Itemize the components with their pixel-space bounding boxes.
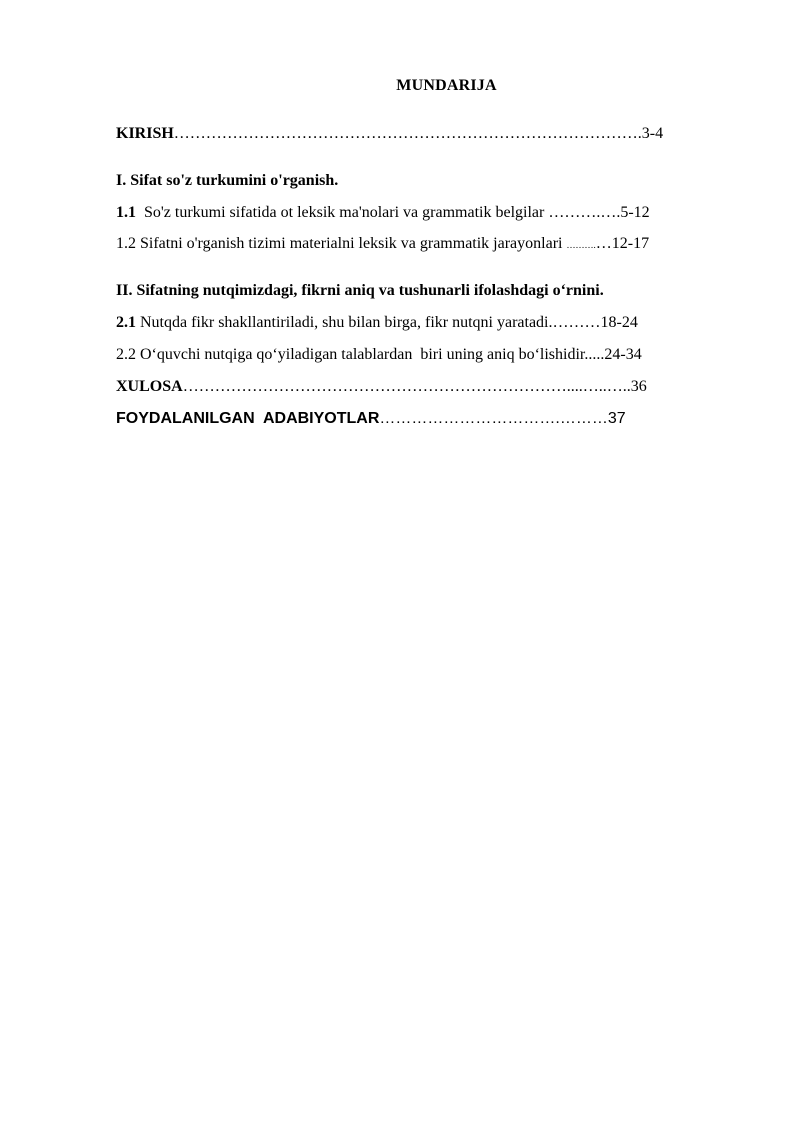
toc-entry-1-2 (116, 234, 649, 255)
toc-leader: ………………………………………………………………....…..….. (182, 378, 631, 395)
toc-entry-xulosa (116, 377, 647, 397)
toc-leader: ……………………………………………………………………………. (173, 125, 642, 142)
toc-entry-label: KIRISH (116, 125, 174, 142)
toc-page-number: 36 (630, 378, 647, 395)
toc-entry-kirish (116, 124, 663, 144)
toc-entry-text: 1.2 Sifatni o'rganish tizimi materialni leksik va grammatik jarayonlari (116, 235, 567, 252)
toc-leader: … (595, 235, 612, 252)
toc-leader: …………………………….……… (379, 410, 608, 427)
toc-page-number: 5-12 (620, 204, 650, 221)
toc-chapter-2: II. Sifatning nutqimizdagi, fikrni aniq va tushunarli ifolashdagi o‘rnini. (116, 282, 604, 299)
toc-section-number: 2.1 (116, 314, 136, 331)
toc-chapter-1: I. Sifat so'z turkumini o'rganish. (116, 172, 339, 189)
toc-page-number: 3-4 (641, 125, 664, 142)
toc-entry-adabiyotlar (116, 409, 626, 429)
toc-page-number: 18-24 (600, 314, 638, 331)
toc-entry-text: So'z turkumi sifatida ot leksik ma'nolari va grammatik belgilar ……….…. (136, 204, 621, 221)
toc-page-number: 24-34 (604, 346, 642, 363)
toc-entry-2-2 (116, 345, 642, 365)
toc-entry-text: Nutqda fikr shakllantiriladi, shu bilan birga, fikr nutqni yaratadi.……… (136, 314, 601, 331)
toc-entry-2-1 (116, 313, 638, 333)
toc-page-number: 12-17 (611, 235, 650, 252)
toc-section-number: 1.1 (116, 204, 136, 221)
toc-entry-label: FOYDALANILGAN ADABIYOTLAR (116, 410, 380, 427)
toc-entry-label: XULOSA (116, 378, 183, 395)
toc-title: MUNDARIJA (396, 77, 497, 94)
toc-page-number: 37 (607, 410, 626, 427)
toc-entry-1-1 (116, 203, 650, 223)
toc-leader-small: ………. (566, 240, 596, 250)
toc-entry-text: 2.2 O‘quvchi nutqiga qo‘yiladigan talablardan biri uning aniq bo‘lishidir..... (116, 346, 605, 363)
